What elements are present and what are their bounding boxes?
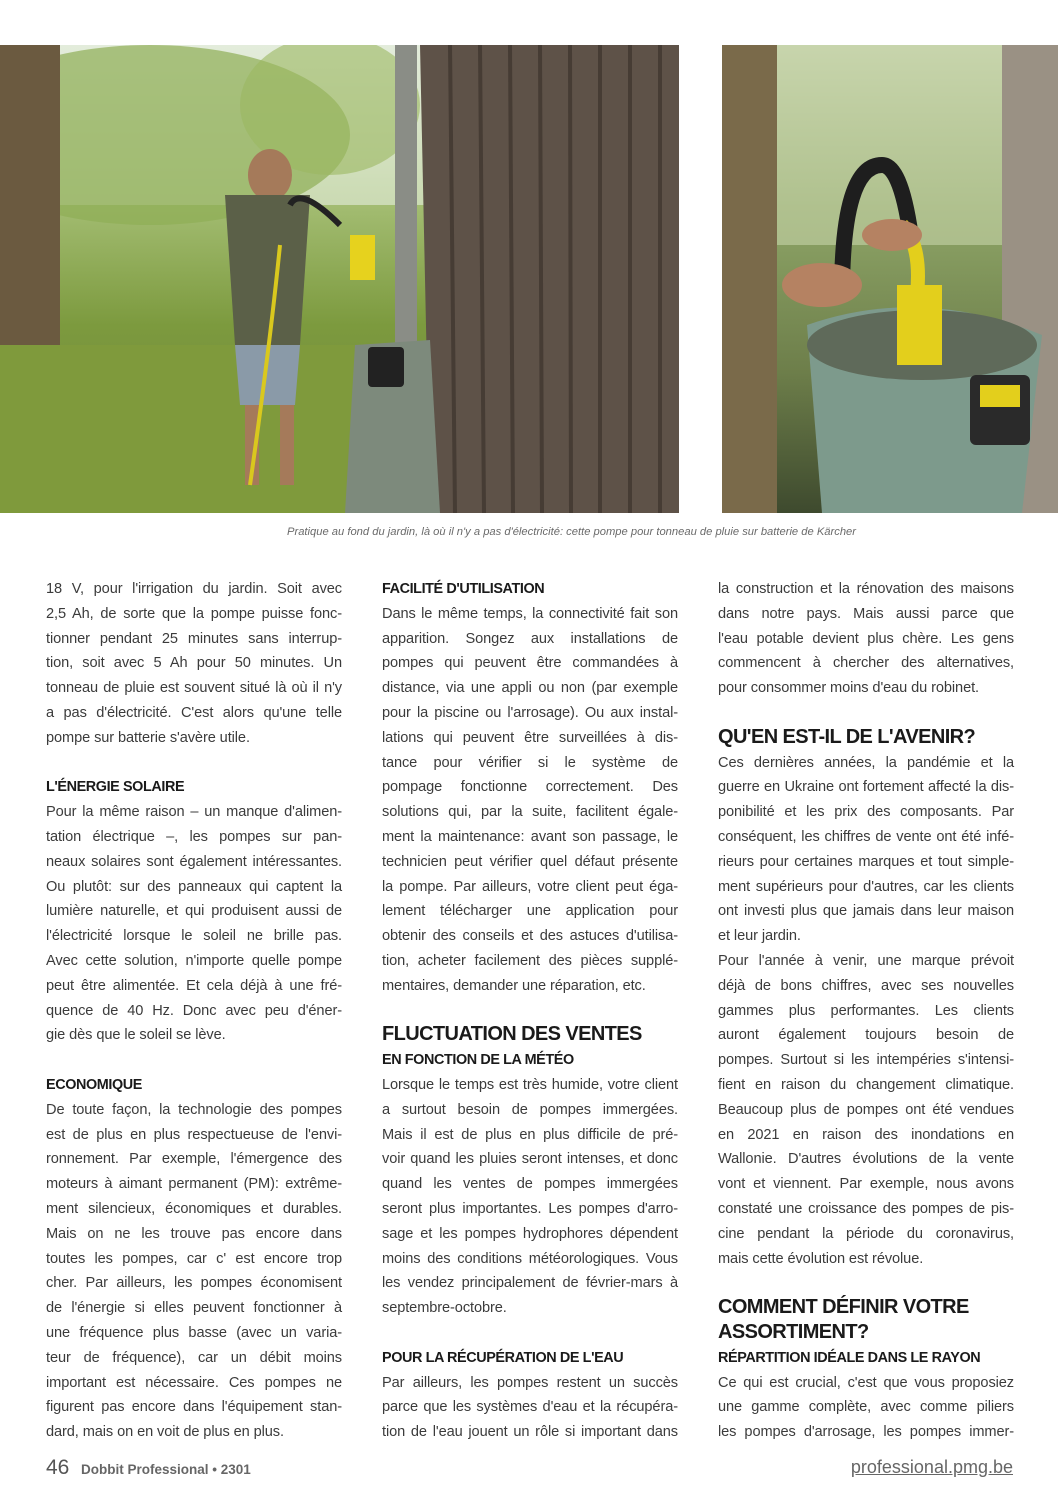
website-link[interactable]: professional.pmg.be [850, 1457, 1013, 1477]
body-text-line: Ou plutôt: sur des panneaux qui captent la [46, 878, 342, 895]
paragraph-spacer [46, 1048, 342, 1073]
body-text-line: commencent à chercher des alternatives, [718, 655, 1014, 672]
body-text-line: septembre-octobre. [382, 1300, 507, 1317]
body-text-line: ont investi plus que jamais dans leur maison [718, 903, 1014, 920]
section-heading: COMMENT DÉFINIR VOTRE [718, 1296, 969, 1319]
body-text-line: parce que les systèmes d'eau et la récupéra- [382, 1399, 678, 1416]
section-heading: QU'EN EST-IL DE L'AVENIR? [718, 725, 976, 748]
body-text-line: la pompe. Par ailleurs, votre client peut éga- [382, 878, 678, 895]
body-text-line: voir quand les pluies seront intenses, et donc [382, 1151, 678, 1168]
body-text-line: solutions qui, par la suite, facilitent égale- [382, 804, 678, 821]
body-text-line: de l'énergie si elles peuvent fonctionner à [46, 1300, 342, 1317]
body-text-line: mais cette évolution est révolue. [718, 1250, 924, 1267]
subheading: RÉPARTITION IDÉALE DANS LE RAYON [718, 1349, 981, 1366]
body-text-line: pour la piscine ou l'arrosage). Ou aux instal- [382, 704, 678, 721]
subheading: EN FONCTION DE LA MÉTÉO [382, 1052, 574, 1069]
body-text-line: distance, via une appli ou non (par exemple [382, 680, 678, 697]
body-text-line: Beaucoup plus de pompes ont été vendues [718, 1101, 1014, 1118]
body-text-line: technicien peut vérifier quel défaut présente [382, 853, 678, 870]
body-text-line: neaux solaires sont également intéressantes. [46, 853, 342, 870]
section-heading: ASSORTIMENT? [718, 1320, 869, 1343]
subheading: POUR LA RÉCUPÉRATION DE L'EAU [382, 1349, 624, 1366]
body-text-line: lations qui peuvent être surveillées à dis- [382, 729, 678, 746]
body-text-line: apparition. Songez aux installations de [382, 630, 678, 647]
body-text-line: tonneau de pluie est souvent situé là où il n'y [46, 680, 342, 697]
body-text-line: ment silencieux, économiques et durables. [46, 1200, 342, 1217]
body-text-line: tion de l'eau jouent un rôle si important dans [382, 1424, 678, 1441]
body-text-line: Dans le même temps, la connectivité fait son [382, 605, 678, 622]
body-text-line: pompes. Surtout si les intempéries s'intensi- [718, 1052, 1014, 1069]
body-text-line: une gamme complète, avec comme piliers [718, 1399, 1014, 1416]
paragraph-spacer [718, 701, 1014, 726]
body-text-line: peut être alimentée. Et cela déjà à une fré- [46, 977, 342, 994]
body-text-line: dans notre pays. Mais aussi parce que [718, 605, 1014, 622]
subheading: L'ÉNERGIE SOLAIRE [46, 779, 185, 796]
body-text-line: l'eau potable devient plus chère. Les gens [718, 630, 1014, 647]
body-text-line: lumière naturelle, et qui produisent aussi de [46, 903, 342, 920]
body-text-line: Lorsque le temps est très humide, votre client [382, 1076, 678, 1093]
body-text-line: 18 V, pour l'irrigation du jardin. Soit avec [46, 581, 342, 597]
body-text-line: figurent pas encore dans l'équipement stan- [46, 1399, 342, 1416]
body-text-line: important est nécessaire. Ces pompes ne [46, 1374, 342, 1391]
article-column-3 [718, 577, 1014, 1445]
body-text-line: guerre en Ukraine ont fortement affecté la dis- [718, 779, 1014, 796]
body-text-line: Mais on ne les trouve pas encore dans [46, 1225, 342, 1242]
body-text-line: dard, mais on en voit de plus en plus. [46, 1424, 284, 1441]
body-text-line: Pour l'année à venir, une marque prévoit [718, 952, 1014, 969]
body-text-line: en 2021 en raison des inondations en [718, 1126, 1014, 1143]
body-text-line: est de plus en plus respectueuse de l'envi- [46, 1126, 342, 1143]
photo-pump-in-rain-barrel [722, 45, 1058, 513]
paragraph-spacer [46, 751, 342, 776]
body-text-line: cher. Par ailleurs, les pompes économisent [46, 1275, 342, 1292]
body-text-line: Par ailleurs, les pompes restent un succès [382, 1374, 678, 1391]
body-text-line: Pour la même raison – un manque d'alimen- [46, 804, 342, 821]
body-text-line: les vendez principalement de février-mars à [382, 1275, 678, 1292]
paragraph-spacer [382, 999, 678, 1024]
body-text-line: pompe sur batterie s'avère utile. [46, 729, 250, 746]
body-text-line: mentaires, demander une réparation, etc. [382, 977, 646, 994]
body-text-line: pour consommer moins d'eau du robinet. [718, 680, 980, 697]
subheading: FACILITÉ D'UTILISATION [382, 581, 545, 597]
body-text-line: sage et les pompes hydrophores dépendent [382, 1225, 678, 1242]
magazine-issue: Dobbit Professional • 2301 [81, 1462, 251, 1477]
photo-caption: Pratique au fond du jardin, là où il n'y a pas d'électricité: cette pompe pour tonneau de pluie sur batterie de Kärcher [287, 526, 856, 538]
section-heading: FLUCTUATION DES VENTES [382, 1023, 642, 1046]
paragraph-spacer [718, 1271, 1014, 1296]
body-text-line: gie dès que le soleil se lève. [46, 1027, 226, 1044]
body-text-line: moins des conditions météorologiques. Vous [382, 1250, 678, 1267]
body-text-line: moteurs à aimant permanent (PM): extrême- [46, 1176, 342, 1193]
body-text-line: tation électrique –, les pompes sur pan- [46, 828, 342, 845]
body-text-line: tion, acheter facilement des pièces supplé- [382, 952, 678, 969]
body-text-line: De toute façon, la technologie des pompes [46, 1101, 342, 1118]
body-text-line: la construction et la rénovation des maisons [718, 581, 1014, 597]
body-text-line: constaté une croissance des pompes de pis- [718, 1200, 1014, 1217]
body-text-line: l'électricité lorsque le soleil ne brille pas. [46, 928, 342, 945]
body-text-line: pompes qui peuvent être commandées à [382, 655, 678, 672]
body-text-line: toutes les pompes, car c' est encore trop [46, 1250, 342, 1267]
body-text-line: Mais il est de plus en plus difficile de pré- [382, 1126, 678, 1143]
body-text-line: tionner pendant 25 minutes sans interrup- [46, 630, 342, 647]
body-text-line: ponibilité et les prix des composants. Par [718, 804, 1014, 821]
body-text-line: Ces dernières années, la pandémie et la [718, 754, 1014, 771]
body-text-line: ment la maintenance: avant son passage, le [382, 828, 678, 845]
photo-illustration [0, 45, 679, 513]
body-text-line: teur de fréquence), car un débit moins [46, 1349, 342, 1366]
body-text-line: vont et viennent. Par exemple, nous avons [718, 1176, 1014, 1193]
body-text-line: a surtout besoin de pompes immergées. [382, 1101, 678, 1118]
body-text-line: lement télécharger une application pour [382, 903, 678, 920]
body-text-line: cine pendant la période du coronavirus, [718, 1225, 1014, 1242]
body-text-line: ment supérieurs pour d'autres, car les clients [718, 878, 1014, 895]
body-text-line: fient en raison du changement climatique. [718, 1076, 1014, 1093]
body-text-line: seront plus importantes. Les pompes d'arro- [382, 1200, 678, 1217]
body-text-line: quand les ventes de pompes immergées [382, 1176, 678, 1193]
subheading: ECONOMIQUE [46, 1076, 142, 1093]
body-text-line: Wallonie. D'autres évolutions de la vente [718, 1151, 1014, 1168]
article-column-1 [46, 577, 342, 1445]
body-text-line: 2,5 Ah, de sorte que la pompe puisse fonc- [46, 605, 342, 622]
body-text-line: tance pour vérifier si le système de [382, 754, 678, 771]
article-column-2 [382, 577, 678, 1445]
body-text-line: obtenir des conseils et des astuces d'utilisa- [382, 928, 678, 945]
photo-illustration [722, 45, 1058, 513]
body-text-line: rieurs pour certaines marques et tout simple- [718, 853, 1014, 870]
body-text-line: déjà de bons chiffres, avec ses nouvelles [718, 977, 1014, 994]
body-text-line: Avec cette solution, n'importe quelle pompe [46, 952, 342, 969]
body-text-line: Ce qui est crucial, c'est que vous proposiez [718, 1374, 1014, 1391]
body-text-line: pompage fonctionne correctement. Des [382, 779, 678, 796]
body-text-line: et leur jardin. [718, 928, 801, 945]
paragraph-spacer [382, 1321, 678, 1346]
page-number: 46 [46, 1456, 70, 1479]
body-text-line: gammes plus performantes. Les clients [718, 1002, 1014, 1019]
body-text-line: ronnement. Par exemple, l'émergence des [46, 1151, 342, 1168]
body-text-line: conséquent, les chiffres de vente ont été infé- [718, 828, 1014, 845]
body-text-line: quence de 40 Hz. Donc avec peu d'éner- [46, 1002, 342, 1019]
body-text-line: tion, soit avec 5 Ah pour 50 minutes. Un [46, 655, 342, 672]
body-text-line: auront également toujours besoin de [718, 1027, 1014, 1044]
photo-man-with-rain-barrel-pump [0, 45, 679, 513]
body-text-line: les pompes d'arrosage, les pompes immer- [718, 1424, 1014, 1441]
body-text-line: une fréquence plus basse (avec un varia- [46, 1324, 342, 1341]
body-text-line: a pas d'électricité. C'est alors qu'une telle [46, 704, 342, 721]
